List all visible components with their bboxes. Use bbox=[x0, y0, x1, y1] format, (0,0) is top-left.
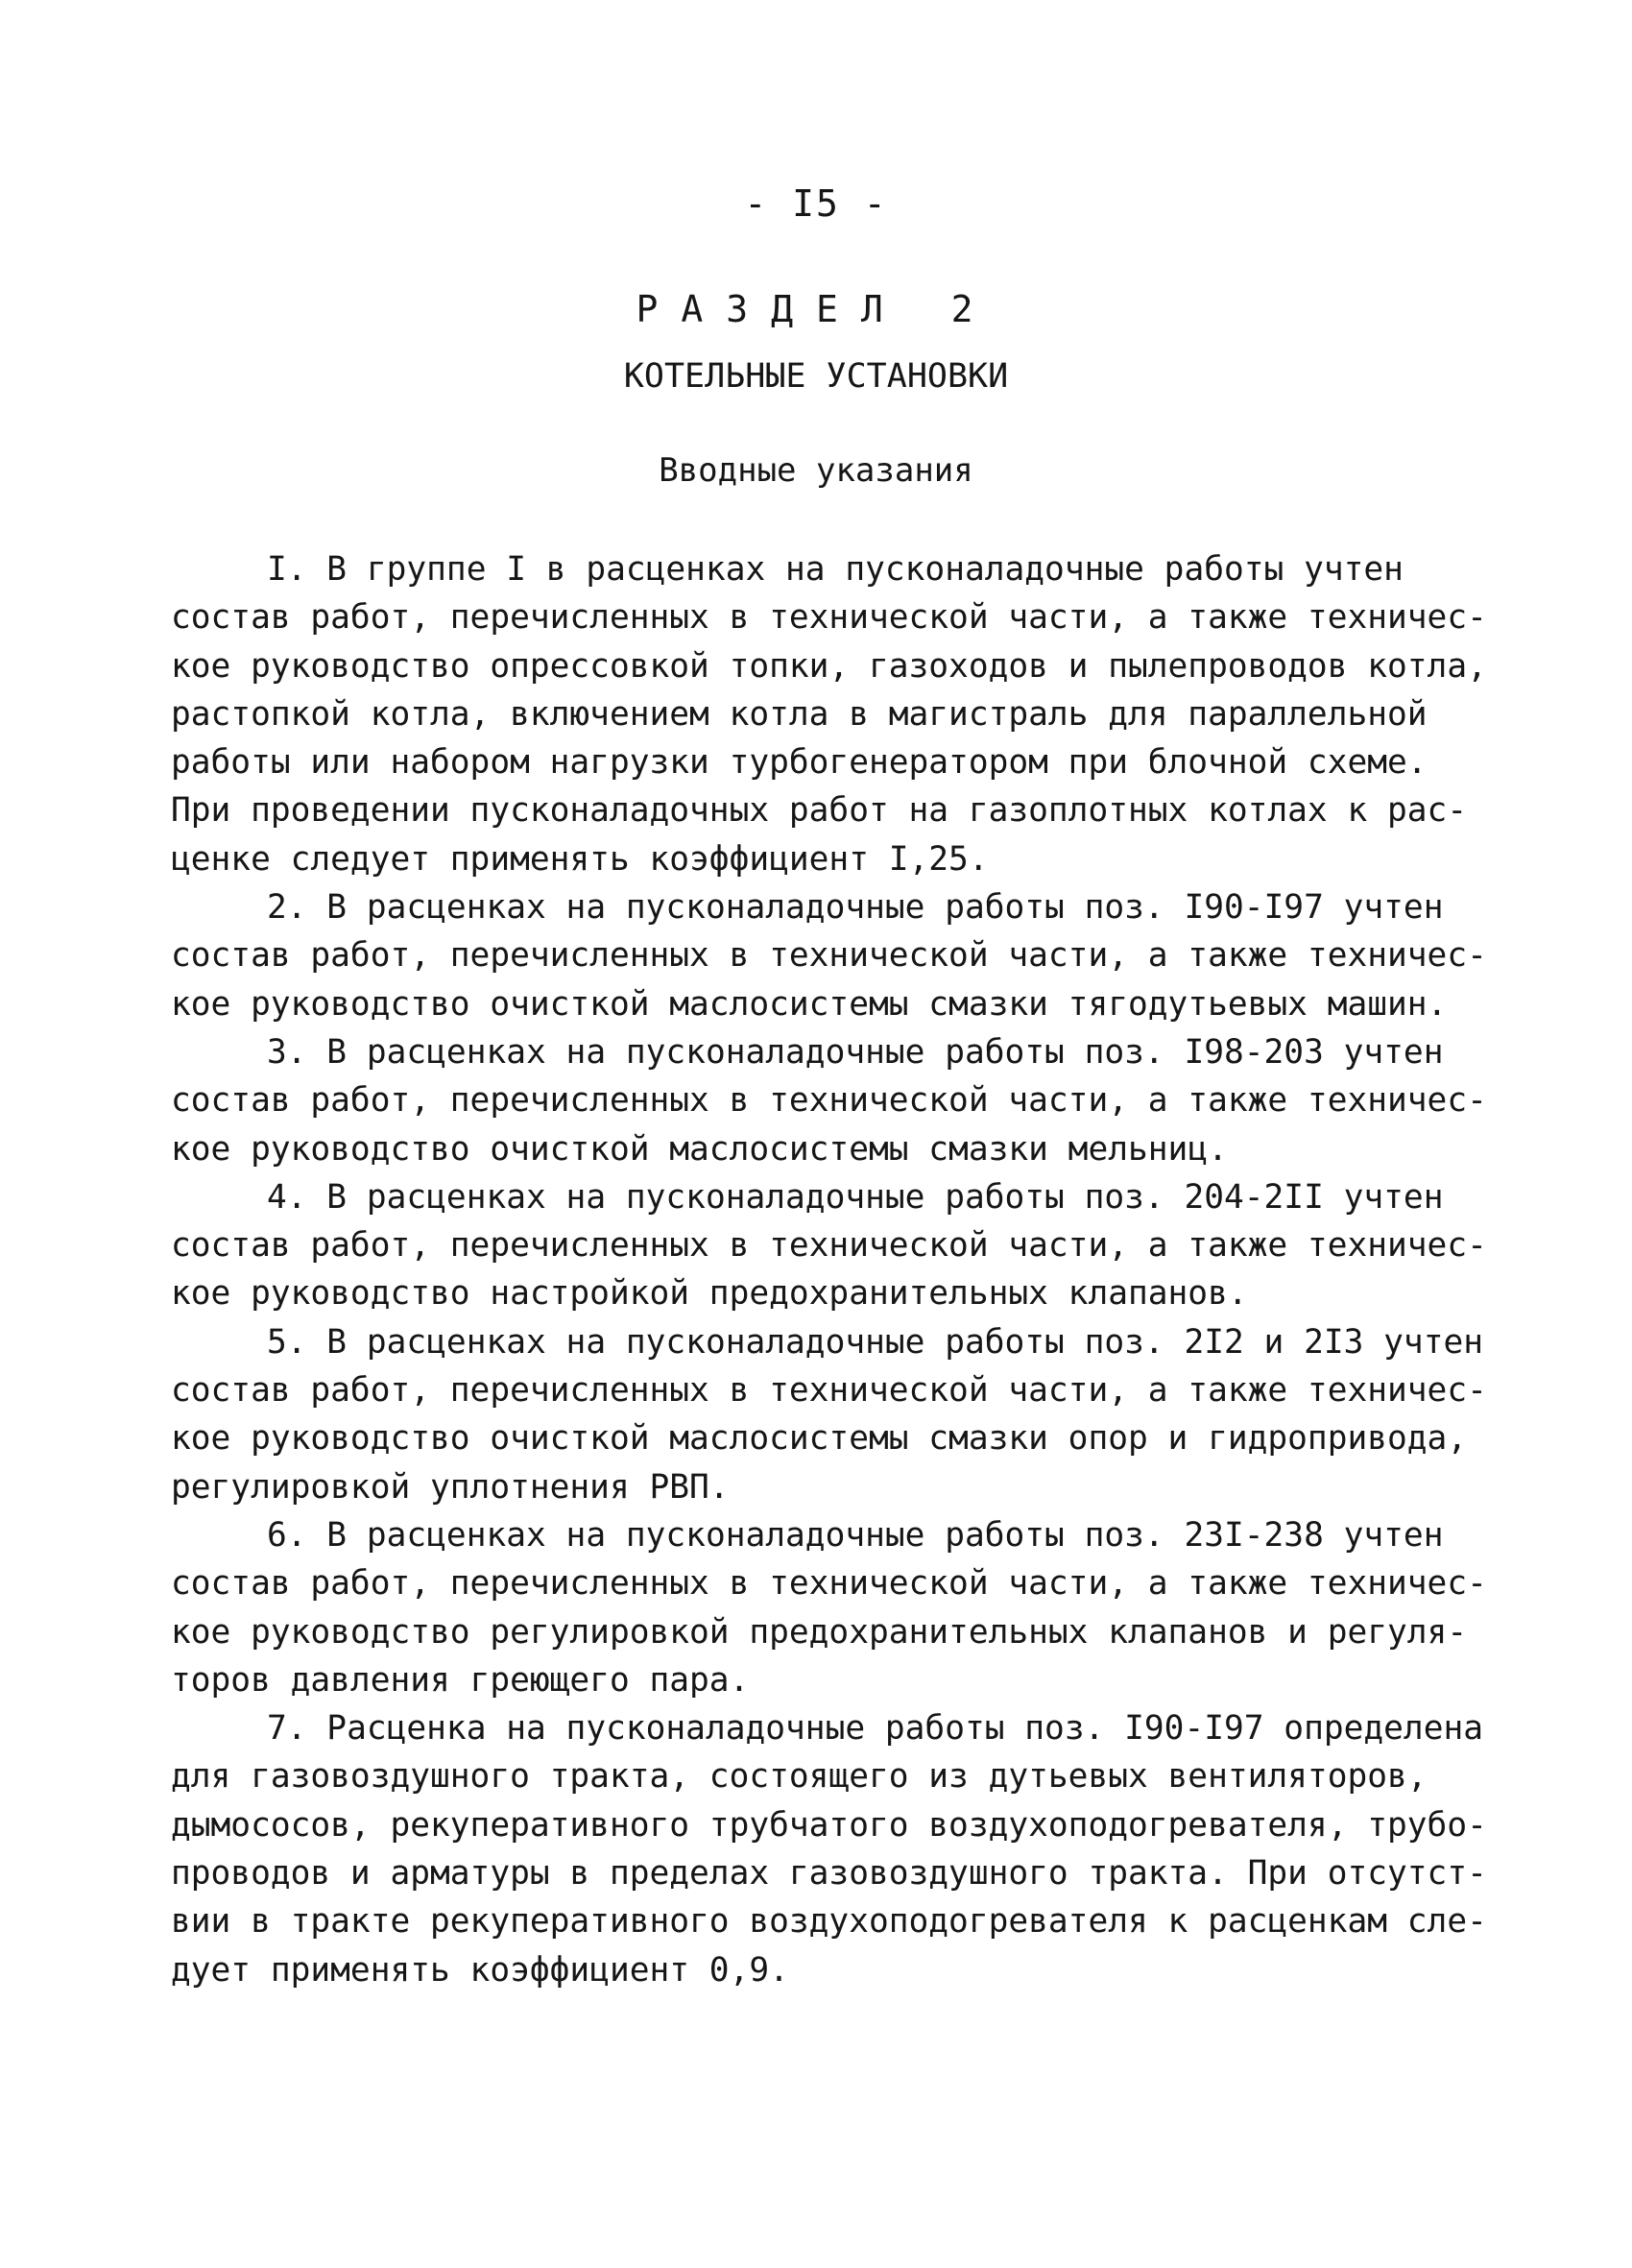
text-line: состав работ, перечисленных в технической части, а также техничес- bbox=[171, 1226, 1487, 1266]
paragraph-first-line: I. В группе I в расценках на пусконаладочные работы учтен bbox=[267, 550, 1404, 589]
text-line: проводов и арматуры в пределах газовоздушного тракта. При отсутст- bbox=[171, 1854, 1487, 1894]
text-line: растопкой котла, включением котла в магистраль для параллельной bbox=[171, 694, 1428, 734]
text-line: состав работ, перечисленных в технической части, а также техничес- bbox=[171, 1564, 1487, 1604]
intro-heading: Вводные указания bbox=[659, 451, 973, 490]
text-line: регулировкой уплотнения РВП. bbox=[171, 1467, 730, 1507]
section-title: РАЗДЕЛ 2 bbox=[636, 288, 996, 330]
paragraph-first-line: 2. В расценках на пусконаладочные работы поз. I90-I97 учтен bbox=[267, 888, 1444, 928]
text-line: состав работ, перечисленных в технической части, а также техничес- bbox=[171, 1371, 1487, 1411]
paragraph-first-line: 7. Расценка на пусконаладочные работы поз. I90-I97 определена bbox=[267, 1709, 1484, 1749]
text-line: состав работ, перечисленных в технической части, а также техничес- bbox=[171, 936, 1487, 976]
text-line: состав работ, перечисленных в технической части, а также техничес- bbox=[171, 1081, 1487, 1121]
text-line: кое руководство очисткой маслосистемы смазки опор и гидропривода, bbox=[171, 1419, 1468, 1459]
text-line: При проведении пусконаладочных работ на газоплотных котлах к рас- bbox=[171, 791, 1468, 831]
paragraph-first-line: 4. В расценках на пусконаладочные работы поз. 204-2II учтен bbox=[267, 1177, 1444, 1217]
text-line: для газовоздушного тракта, состоящего из дутьевых вентиляторов, bbox=[171, 1757, 1428, 1797]
text-line: кое руководство очисткой маслосистемы смазки тягодутьевых машин. bbox=[171, 984, 1448, 1024]
text-line: состав работ, перечисленных в технической части, а также техничес- bbox=[171, 598, 1487, 638]
text-line: вии в тракте рекуперативного воздухоподогревателя к расценкам сле- bbox=[171, 1902, 1487, 1942]
paragraph-first-line: 6. В расценках на пусконаладочные работы поз. 23I-238 учтен bbox=[267, 1515, 1444, 1555]
section-subtitle: КОТЕЛЬНЫЕ УСТАНОВКИ bbox=[623, 357, 1009, 396]
paragraph-first-line: 3. В расценках на пусконаладочные работы поз. I98-203 учтен bbox=[267, 1032, 1444, 1072]
text-line: ценке следует применять коэффициент I,25. bbox=[171, 839, 989, 879]
text-line: дует применять коэффициент 0,9. bbox=[171, 1950, 789, 1990]
paragraph-first-line: 5. В расценках на пусконаладочные работы поз. 2I2 и 2I3 учтен bbox=[267, 1322, 1484, 1362]
text-line: кое руководство опрессовкой топки, газоходов и пылепроводов котла, bbox=[171, 646, 1487, 686]
body-text bbox=[171, 545, 1486, 1994]
text-line: торов давления греющего пара. bbox=[171, 1660, 750, 1700]
text-line: работы или набором нагрузки турбогенератором при блочной схеме. bbox=[171, 743, 1428, 783]
page-number: - I5 - bbox=[744, 182, 888, 225]
text-line: дымососов, рекуперативного трубчатого воздухоподогревателя, трубо- bbox=[171, 1805, 1487, 1845]
text-line: кое руководство настройкой предохранительных клапанов. bbox=[171, 1274, 1248, 1314]
text-line: кое руководство регулировкой предохранительных клапанов и регуля- bbox=[171, 1612, 1468, 1652]
text-line: кое руководство очисткой маслосистемы смазки мельниц. bbox=[171, 1129, 1228, 1169]
